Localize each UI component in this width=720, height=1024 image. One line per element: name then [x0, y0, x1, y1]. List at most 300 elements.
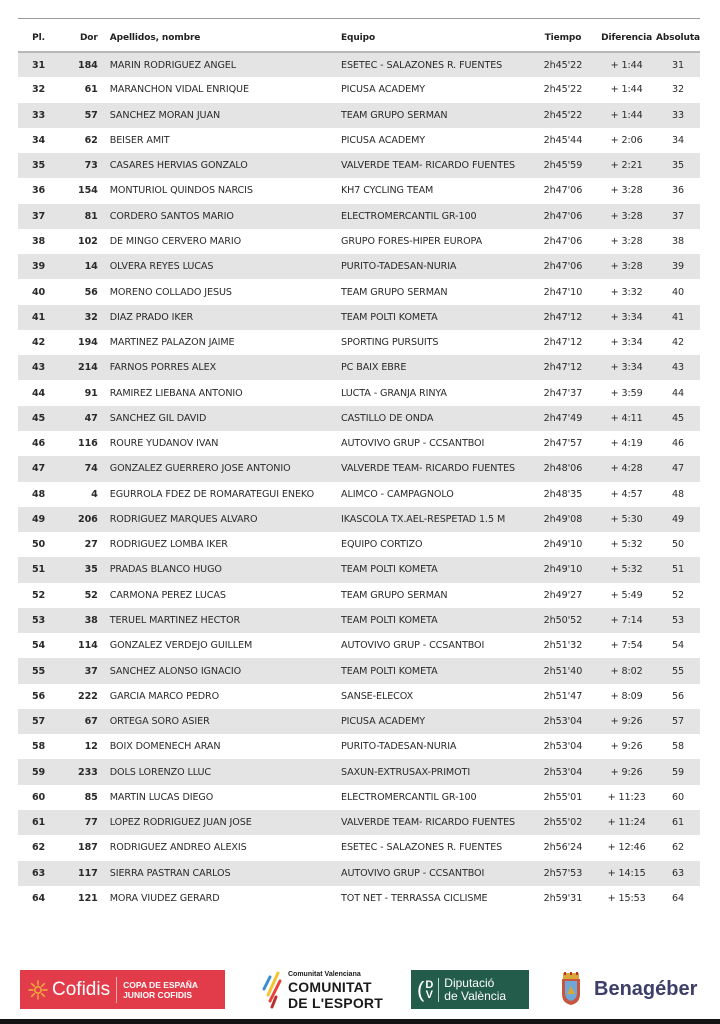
- sun-icon: [28, 980, 48, 1000]
- cell-name: RODRIGUEZ ANDREO ALEXIS: [109, 842, 247, 854]
- header-difference: Diferencia: [597, 24, 656, 52]
- cell-position: 41: [18, 305, 59, 330]
- table-row: [18, 734, 700, 759]
- cell-bib: 57: [59, 103, 98, 128]
- table-row: [18, 759, 700, 784]
- cell-position: 56: [31, 690, 46, 702]
- table-row: [18, 153, 700, 178]
- cell-name: CASARES HERVIAS GONZALO: [98, 153, 341, 178]
- cell-bib: 154: [78, 185, 98, 197]
- comunitat-line1: COMUNITAT: [288, 979, 372, 995]
- table-row: [18, 128, 700, 153]
- cell-name: MONTURIOL QUINDOS NARCIS: [109, 185, 253, 197]
- cell-time: 2h53'04: [529, 759, 598, 784]
- cofidis-logo: [20, 970, 225, 1009]
- cell-difference: + 9:26: [597, 709, 656, 734]
- header-position: Pl.: [18, 24, 59, 52]
- cell-difference: + 15:53: [607, 892, 646, 904]
- cell-time: 2h51'40: [529, 658, 598, 683]
- cell-time: 2h47'12: [529, 305, 598, 330]
- header-time: Tiempo: [529, 24, 598, 52]
- table-row: [18, 557, 700, 582]
- cell-name: CARMONA PEREZ LUCAS: [109, 589, 226, 601]
- diputacio-text: [444, 977, 506, 1003]
- cell-bib: 102: [78, 235, 98, 247]
- cell-name: ROURE YUDANOV IVAN: [109, 438, 219, 450]
- table-row: [18, 633, 700, 658]
- cell-team: SANSE-ELECOX: [340, 690, 414, 702]
- cell-position: 34: [31, 134, 46, 146]
- cofidis-brand: Cofidis: [52, 978, 111, 1000]
- cell-team: AUTOVIVO GRUP - CCSANTBOI: [341, 861, 529, 886]
- cell-difference: + 4:57: [610, 488, 643, 500]
- cell-name: MORENO COLLADO JESUS: [109, 286, 232, 298]
- cell-absolute: 45: [656, 406, 700, 431]
- cell-position: 38: [31, 235, 46, 247]
- cell-bib: 81: [59, 204, 98, 229]
- cell-team: PICUSA ACADEMY: [340, 84, 426, 96]
- cell-position: 62: [31, 842, 46, 854]
- cell-difference: + 4:19: [610, 438, 643, 450]
- coat-of-arms-icon: [560, 972, 582, 1006]
- cell-position: 49: [18, 507, 59, 532]
- cell-position: 57: [18, 709, 59, 734]
- cell-name: RODRIGUEZ LOMBA IKER: [109, 539, 228, 551]
- diputacio-logo: [411, 970, 529, 1009]
- cell-difference: + 3:28: [610, 235, 643, 247]
- cell-absolute: 41: [656, 305, 700, 330]
- cell-bib: 47: [59, 406, 98, 431]
- cell-absolute: 57: [656, 709, 700, 734]
- cell-time: 2h45'59: [529, 153, 598, 178]
- cell-absolute: 42: [671, 337, 684, 349]
- cell-time: 2h57'53: [529, 861, 598, 886]
- cell-absolute: 58: [671, 741, 684, 753]
- cell-team: AUTOVIVO GRUP - CCSANTBOI: [340, 640, 485, 652]
- cell-time: 2h49'27: [543, 589, 583, 601]
- cell-bib: 35: [59, 557, 98, 582]
- cell-time: 2h53'04: [529, 709, 598, 734]
- cell-bib: 85: [84, 791, 98, 803]
- table-row: [18, 77, 700, 102]
- cell-absolute: 35: [656, 153, 700, 178]
- cell-name: RODRIGUEZ MARQUES ALVARO: [98, 507, 341, 532]
- cell-position: 32: [31, 84, 46, 96]
- cell-bib: 37: [59, 658, 98, 683]
- cell-name: CORDERO SANTOS MARIO: [98, 204, 341, 229]
- cell-team: ESETEC - SALAZONES R. FUENTES: [341, 52, 529, 77]
- cell-bib: 4: [91, 488, 98, 500]
- diputacio-divider: [438, 978, 439, 1002]
- cell-bib: 206: [59, 507, 98, 532]
- cell-name: GARCIA MARCO PEDRO: [109, 690, 220, 702]
- cell-time: 2h55'01: [543, 791, 583, 803]
- cell-difference: + 4:28: [597, 456, 656, 481]
- cell-time: 2h48'06: [529, 456, 598, 481]
- cell-difference: + 8:09: [610, 690, 643, 702]
- cell-name: TERUEL MARTINEZ HECTOR: [98, 608, 341, 633]
- table-row: [18, 103, 700, 128]
- cell-position: 61: [18, 810, 59, 835]
- table-row: [18, 52, 700, 77]
- cell-difference: + 1:44: [597, 103, 656, 128]
- table-row: [18, 608, 700, 633]
- cell-difference: + 14:15: [597, 861, 656, 886]
- cell-absolute: 34: [671, 134, 684, 146]
- header-absolute: Absoluta: [656, 24, 700, 52]
- cell-difference: + 9:26: [597, 759, 656, 784]
- benageber-name: Benagéber: [594, 977, 698, 1000]
- table-row: [18, 835, 700, 860]
- cell-bib: 77: [59, 810, 98, 835]
- cell-name: MARTINEZ PALAZON JAIME: [109, 337, 235, 349]
- cell-time: 2h47'06: [543, 235, 583, 247]
- cell-position: 39: [18, 254, 59, 279]
- comunitat-small: Comunitat Valenciana: [288, 971, 361, 978]
- cell-time: 2h47'10: [543, 286, 583, 298]
- top-rule: [18, 18, 700, 19]
- cell-name: MORA VIUDEZ GERARD: [109, 892, 220, 904]
- cell-time: 2h47'06: [529, 204, 598, 229]
- dv-bottom: V: [425, 988, 433, 1001]
- cell-absolute: 46: [671, 438, 684, 450]
- cell-name: SIERRA PASTRAN CARLOS: [98, 861, 341, 886]
- cell-bib: 187: [78, 842, 98, 854]
- cell-position: 37: [18, 204, 59, 229]
- cell-name: GONZALEZ VERDEJO GUILLEM: [109, 640, 253, 652]
- cell-position: 43: [18, 355, 59, 380]
- cell-team: LUCTA - GRANJA RINYA: [340, 387, 447, 399]
- cell-position: 31: [18, 52, 59, 77]
- cell-absolute: 56: [671, 690, 684, 702]
- cell-difference: + 3:34: [597, 355, 656, 380]
- table-row: [18, 229, 700, 254]
- cell-difference: + 4:11: [597, 406, 656, 431]
- cell-bib: 116: [78, 438, 98, 450]
- table-header-row: [18, 24, 700, 52]
- cell-position: 52: [31, 589, 46, 601]
- cell-time: 2h53'04: [543, 741, 583, 753]
- cell-team: VALVERDE TEAM- RICARDO FUENTES: [341, 810, 529, 835]
- cell-position: 63: [18, 861, 59, 886]
- cofidis-divider: [116, 977, 117, 1003]
- cell-time: 2h48'35: [543, 488, 583, 500]
- cell-team: CASTILLO DE ONDA: [341, 406, 529, 431]
- table-row: [18, 583, 700, 608]
- header-team: Equipo: [341, 24, 529, 52]
- cell-time: 2h45'22: [529, 103, 598, 128]
- cell-team: ALIMCO - CAMPAGNOLO: [340, 488, 454, 500]
- cell-position: 58: [31, 741, 46, 753]
- comunitat-line2: DE L'ESPORT: [288, 995, 383, 1011]
- cell-bib: 14: [59, 254, 98, 279]
- cell-name: DOLS LORENZO LLUC: [98, 759, 341, 784]
- cell-difference: + 3:28: [610, 185, 643, 197]
- cell-position: 60: [31, 791, 46, 803]
- cell-team: TEAM GRUPO SERMAN: [340, 286, 448, 298]
- cell-absolute: 48: [671, 488, 684, 500]
- table-row: [18, 330, 700, 355]
- cell-time: 2h45'44: [543, 134, 583, 146]
- cell-difference: + 5:30: [597, 507, 656, 532]
- cell-time: 2h51'47: [543, 690, 583, 702]
- cell-team: TOT NET - TERRASSA CICLISME: [340, 892, 488, 904]
- cell-position: 42: [31, 337, 46, 349]
- cell-difference: + 12:46: [607, 842, 646, 854]
- cell-absolute: 60: [671, 791, 684, 803]
- cell-name: BOIX DOMENECH ARAN: [109, 741, 221, 753]
- cell-absolute: 64: [671, 892, 684, 904]
- cell-name: MARTIN LUCAS DIEGO: [109, 791, 214, 803]
- table-row: [18, 810, 700, 835]
- cell-time: 2h50'52: [529, 608, 598, 633]
- cell-absolute: 33: [656, 103, 700, 128]
- cell-absolute: 50: [671, 539, 684, 551]
- cell-time: 2h49'10: [529, 557, 598, 582]
- cell-position: 35: [18, 153, 59, 178]
- diputacio-line1: Diputació: [444, 975, 495, 990]
- cell-name: LOPEZ RODRIGUEZ JUAN JOSE: [98, 810, 341, 835]
- cell-team: KH7 CYCLING TEAM: [340, 185, 434, 197]
- table-row: [18, 886, 700, 911]
- cell-position: 36: [31, 185, 46, 197]
- cell-team: PICUSA ACADEMY: [340, 134, 426, 146]
- header-bib: Dor: [59, 24, 98, 52]
- cell-name: PRADAS BLANCO HUGO: [98, 557, 341, 582]
- cell-position: 44: [31, 387, 46, 399]
- cell-difference: + 3:28: [597, 204, 656, 229]
- cell-bib: 67: [59, 709, 98, 734]
- cell-name: ORTEGA SORO ASIER: [98, 709, 341, 734]
- cell-time: 2h47'57: [543, 438, 583, 450]
- header-name: Apellidos, nombre: [98, 24, 341, 52]
- comunitat-esport-logo: [258, 965, 383, 1011]
- cell-difference: + 7:14: [597, 608, 656, 633]
- cell-time: 2h56'24: [543, 842, 583, 854]
- cell-time: 2h51'32: [543, 640, 583, 652]
- cell-position: 59: [18, 759, 59, 784]
- cell-difference: + 11:24: [597, 810, 656, 835]
- dv-top: D: [425, 978, 434, 991]
- cell-position: 48: [31, 488, 46, 500]
- table-row: [18, 380, 700, 405]
- cell-team: PICUSA ACADEMY: [341, 709, 529, 734]
- cell-difference: + 1:44: [610, 84, 643, 96]
- dv-monogram-icon: (: [417, 976, 425, 1002]
- cell-difference: + 9:26: [610, 741, 643, 753]
- cell-bib: 61: [84, 84, 98, 96]
- cell-bib: 184: [59, 52, 98, 77]
- cell-name: DE MINGO CERVERO MARIO: [109, 235, 242, 247]
- diputacio-line2: de València: [444, 988, 507, 1003]
- cell-difference: + 8:02: [597, 658, 656, 683]
- cell-team: TEAM POLTI KOMETA: [341, 658, 529, 683]
- cell-position: 33: [18, 103, 59, 128]
- cell-team: PURITO-TADESAN-NURIA: [341, 254, 529, 279]
- table-row: [18, 532, 700, 557]
- table-row: [18, 305, 700, 330]
- cell-bib: 233: [59, 759, 98, 784]
- cofidis-line1: COPA DE ESPAÑA: [123, 979, 199, 990]
- cell-position: 55: [18, 658, 59, 683]
- table-row: [18, 178, 700, 203]
- stripes-icon: [258, 967, 286, 1009]
- cell-bib: 117: [59, 861, 98, 886]
- cell-bib: 214: [59, 355, 98, 380]
- cell-position: 46: [31, 438, 46, 450]
- cell-team: PC BAIX EBRE: [341, 355, 529, 380]
- cell-name: SANCHEZ MORAN JUAN: [98, 103, 341, 128]
- cell-name: EGURROLA FDEZ DE ROMARATEGUI ENEKO: [109, 488, 315, 500]
- cell-absolute: 59: [656, 759, 700, 784]
- cell-position: 47: [18, 456, 59, 481]
- cell-bib: 56: [84, 286, 98, 298]
- cell-team: ESETEC - SALAZONES R. FUENTES: [340, 842, 503, 854]
- cell-bib: 114: [78, 640, 98, 652]
- cell-difference: + 2:06: [610, 134, 643, 146]
- cell-bib: 52: [84, 589, 98, 601]
- cell-position: 54: [31, 640, 46, 652]
- cell-bib: 74: [59, 456, 98, 481]
- table-row: [18, 254, 700, 279]
- comunitat-esport-text: [288, 964, 383, 1012]
- cell-time: 2h45'22: [529, 52, 598, 77]
- cell-name: BEISER AMIT: [109, 134, 170, 146]
- cell-team: TEAM GRUPO SERMAN: [341, 103, 529, 128]
- cell-absolute: 43: [656, 355, 700, 380]
- dv-monogram: [425, 980, 433, 1000]
- cell-team: SPORTING PURSUITS: [340, 337, 439, 349]
- cell-absolute: 49: [656, 507, 700, 532]
- cell-difference: + 3:28: [597, 254, 656, 279]
- cell-time: 2h47'06: [529, 254, 598, 279]
- benageber-logo: [560, 966, 697, 1012]
- cell-difference: + 5:32: [597, 557, 656, 582]
- sponsor-footer: [0, 960, 720, 1016]
- cell-team: VALVERDE TEAM- RICARDO FUENTES: [341, 153, 529, 178]
- cell-difference: + 2:21: [597, 153, 656, 178]
- cell-absolute: 47: [656, 456, 700, 481]
- cell-position: 45: [18, 406, 59, 431]
- cell-absolute: 62: [671, 842, 684, 854]
- cell-bib: 222: [78, 690, 98, 702]
- cell-team: TEAM POLTI KOMETA: [341, 608, 529, 633]
- table-row: [18, 507, 700, 532]
- cofidis-line2: JUNIOR COFIDIS: [123, 989, 193, 1000]
- cell-team: TEAM POLTI KOMETA: [341, 305, 529, 330]
- cell-name: OLVERA REYES LUCAS: [98, 254, 341, 279]
- cell-difference: + 3:59: [610, 387, 643, 399]
- cell-time: 2h55'02: [529, 810, 598, 835]
- table-row: [18, 684, 700, 709]
- cell-difference: + 3:34: [610, 337, 643, 349]
- cell-position: 50: [31, 539, 46, 551]
- cell-absolute: 63: [656, 861, 700, 886]
- cell-bib: 27: [84, 539, 98, 551]
- table-row: [18, 861, 700, 886]
- cell-difference: + 5:32: [610, 539, 643, 551]
- table-row: [18, 658, 700, 683]
- cell-team: SAXUN-EXTRUSAX-PRIMOTI: [341, 759, 529, 784]
- cell-team: ELECTROMERCANTIL GR-100: [341, 204, 529, 229]
- cell-team: TEAM GRUPO SERMAN: [340, 589, 448, 601]
- cell-difference: + 7:54: [610, 640, 643, 652]
- table-row: [18, 279, 700, 304]
- cell-team: IKASCOLA TX.AEL-RESPETAD 1.5 M: [341, 507, 529, 532]
- cell-difference: + 5:49: [610, 589, 643, 601]
- cell-time: 2h49'08: [529, 507, 598, 532]
- cell-time: 2h45'22: [543, 84, 583, 96]
- cell-name: MARIN RODRIGUEZ ANGEL: [98, 52, 341, 77]
- table-row: [18, 431, 700, 456]
- cell-time: 2h59'31: [543, 892, 583, 904]
- cell-absolute: 37: [656, 204, 700, 229]
- table-row: [18, 709, 700, 734]
- cell-name: MARANCHON VIDAL ENRIQUE: [109, 84, 249, 96]
- cell-absolute: 61: [656, 810, 700, 835]
- cell-position: 53: [18, 608, 59, 633]
- cell-absolute: 39: [656, 254, 700, 279]
- cell-difference: + 3:34: [597, 305, 656, 330]
- cofidis-subtitle: [123, 980, 198, 1000]
- results-table: [18, 24, 700, 911]
- cell-absolute: 36: [671, 185, 684, 197]
- cell-absolute: 32: [671, 84, 684, 96]
- cell-position: 64: [31, 892, 46, 904]
- cell-absolute: 38: [671, 235, 684, 247]
- cell-time: 2h47'37: [543, 387, 583, 399]
- table-row: [18, 406, 700, 431]
- cell-bib: 38: [59, 608, 98, 633]
- cell-bib: 32: [59, 305, 98, 330]
- cell-absolute: 31: [656, 52, 700, 77]
- cell-name: GONZALEZ GUERRERO JOSE ANTONIO: [98, 456, 341, 481]
- cell-name: RAMIREZ LIEBANA ANTONIO: [109, 387, 243, 399]
- cell-name: SANCHEZ ALONSO IGNACIO: [98, 658, 341, 683]
- cell-bib: 91: [84, 387, 98, 399]
- cell-team: EQUIPO CORTIZO: [340, 539, 423, 551]
- cell-team: VALVERDE TEAM- RICARDO FUENTES: [341, 456, 529, 481]
- cell-team: AUTOVIVO GRUP - CCSANTBOI: [340, 438, 485, 450]
- cell-team: TEAM POLTI KOMETA: [341, 557, 529, 582]
- cell-bib: 73: [59, 153, 98, 178]
- cell-position: 51: [18, 557, 59, 582]
- cell-time: 2h49'10: [543, 539, 583, 551]
- cell-name: FARNOS PORRES ALEX: [98, 355, 341, 380]
- cell-bib: 121: [78, 892, 98, 904]
- table-row: [18, 785, 700, 810]
- cell-time: 2h47'12: [529, 355, 598, 380]
- cell-name: SANCHEZ GIL DAVID: [98, 406, 341, 431]
- cell-absolute: 55: [656, 658, 700, 683]
- cell-difference: + 3:32: [610, 286, 643, 298]
- cell-position: 40: [31, 286, 46, 298]
- cell-absolute: 54: [671, 640, 684, 652]
- table-row: [18, 482, 700, 507]
- cell-difference: + 1:44: [597, 52, 656, 77]
- cell-absolute: 40: [671, 286, 684, 298]
- cell-absolute: 52: [671, 589, 684, 601]
- cell-team: PURITO-TADESAN-NURIA: [340, 741, 457, 753]
- table-row: [18, 456, 700, 481]
- cell-time: 2h47'49: [529, 406, 598, 431]
- table-row: [18, 204, 700, 229]
- bottom-bar: [0, 1019, 720, 1024]
- cell-time: 2h47'12: [543, 337, 583, 349]
- cell-absolute: 44: [671, 387, 684, 399]
- cell-difference: + 11:23: [607, 791, 646, 803]
- cell-name: DIAZ PRADO IKER: [98, 305, 341, 330]
